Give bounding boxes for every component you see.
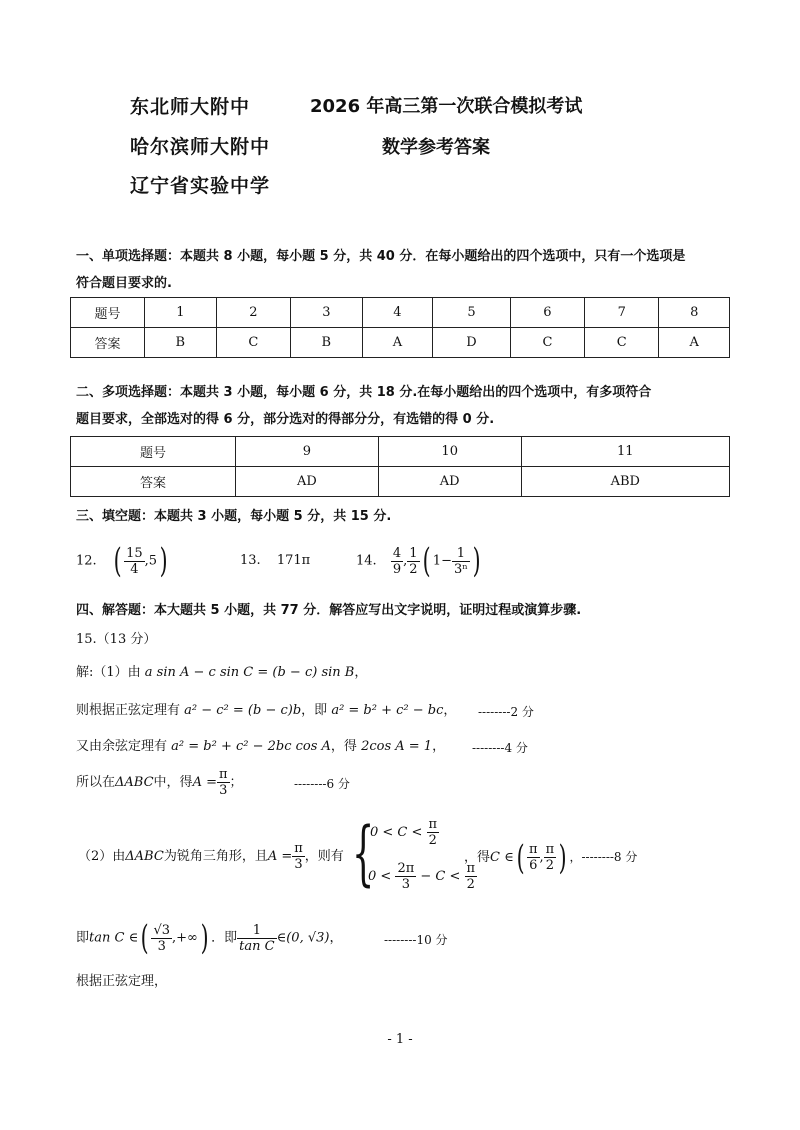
answer-subtitle: 数学参考答案 (382, 137, 490, 158)
text: 则根据正弦定理有 (76, 703, 181, 718)
equation: a sin A − c sin C = (b − c) sin B (144, 665, 355, 680)
table-row (71, 437, 730, 467)
question-number: 6 (510, 298, 584, 328)
equation: a² − c² = (b − c)b (184, 703, 302, 718)
answer-cell: A (659, 328, 730, 358)
row-label: 答案 (71, 467, 236, 497)
equation: C ∈ (490, 850, 514, 865)
solution-line-6 (76, 920, 342, 957)
fill-answer-14: 14. $\frac{4}{9}$ , $\frac{1}{2}$ ( 1− $\frac{1}{\text{3ⁿ}}$ ) (356, 541, 481, 581)
left-paren: ( (113, 541, 122, 581)
section4-heading: 四、解答题：本大题共 5 小题，共 77 分．解答应写出文字说明，证明过程或演算步骤. (76, 603, 582, 618)
answer-cell: C (585, 328, 659, 358)
system-row-1 (370, 816, 439, 850)
right-paren: ) (558, 837, 567, 878)
question-number: 3 (291, 298, 363, 328)
equation: ΔABC (125, 849, 164, 864)
question-number: 10 (378, 437, 521, 467)
answer-cell: C (216, 328, 290, 358)
exam-title: 2026 年高三第一次联合模拟考试 (310, 96, 583, 117)
inner-prefix: 1− (432, 553, 452, 569)
fraction: $\frac{\pi}{6}$ (528, 842, 538, 873)
question-number: 11 (521, 437, 729, 467)
right-paren: ) (472, 541, 481, 581)
section1-heading-line2: 符合题目要求的. (76, 276, 172, 291)
fraction: $\frac{\pi}{3}$ (218, 767, 228, 798)
row-label: 题号 (71, 437, 236, 467)
table-row (71, 298, 730, 328)
answer-value: 171π (276, 553, 311, 568)
fraction: $\frac{4}{9}$ (392, 545, 402, 577)
answer-cell: C (510, 328, 584, 358)
solution-line-5 (78, 840, 344, 874)
fill-answer-13 (240, 551, 310, 571)
equation: A = (192, 775, 217, 790)
fraction: $\frac{1}{\text{3ⁿ}}$ (453, 545, 468, 577)
question-15-title: 15.（13 分） (76, 632, 157, 647)
school-name-3: 辽宁省实验中学 (130, 175, 271, 197)
text: （2）由 (78, 849, 126, 864)
fraction: $\frac{15}{4}$ (126, 545, 143, 577)
equation: a² = b² + c² − bc (331, 703, 444, 718)
text: 中，得 (153, 775, 193, 790)
text: ，得 (330, 739, 357, 754)
section3-heading: 三、填空题：本题共 3 小题，每小题 5 分，共 15 分. (76, 509, 392, 524)
fraction: $\frac{√3}{3}$ (153, 922, 171, 954)
system-row-2 (368, 860, 477, 894)
fraction: $\frac{2\pi}{3}$ (397, 861, 415, 892)
answer-cell: AD (236, 467, 379, 497)
score-mark: --------6 分 (294, 777, 350, 791)
section2-heading-line2: 题目要求，全部选对的得 6 分，部分选对的得部分分，有选错的得 0 分. (76, 412, 495, 427)
item-number: 13. (240, 553, 261, 568)
fraction: $\frac{1}{2}$ (409, 545, 418, 577)
fill-answer-12 (76, 543, 170, 580)
answer-rest: ,5 (144, 553, 158, 569)
question-number: 8 (659, 298, 730, 328)
fraction: $\frac{\pi}{2}$ (466, 861, 476, 892)
solution-line-3 (76, 737, 445, 757)
fraction: $\frac{\pi}{2}$ (428, 817, 438, 848)
answer-cell: D (433, 328, 511, 358)
score-mark: --------4 分 (472, 741, 528, 755)
equation: − C < (420, 869, 461, 884)
score-mark: ，--------8 分 (569, 850, 638, 864)
solution-line-4 (76, 766, 243, 800)
text: ， (443, 703, 457, 718)
system-brace: { (352, 812, 375, 894)
question-number: 9 (236, 437, 379, 467)
text: 解:（1）由 (76, 665, 141, 680)
right-paren: ) (159, 541, 168, 581)
page-number: - 1 - (387, 1032, 413, 1047)
equation: ΔABC (115, 775, 154, 790)
section2-heading-line1: 二、多项选择题：本题共 3 小题，每小题 6 分，共 18 分.在每小题给出的四个选项中，有多项符合 (76, 385, 652, 400)
question-number: 7 (585, 298, 659, 328)
fraction: $\frac{\pi}{3}$ (294, 841, 303, 872)
fraction: $\frac{\pi}{2}$ (545, 842, 555, 873)
answer-cell: AD (378, 467, 521, 497)
text: ，则有 (304, 849, 344, 864)
question-number: 4 (362, 298, 433, 328)
left-paren: ( (422, 541, 431, 581)
fraction: $\frac{1}{\text{tan C}}$ (239, 922, 275, 954)
row-label: 题号 (71, 298, 145, 328)
question-number: 5 (433, 298, 511, 328)
answer-cell: B (291, 328, 363, 358)
row-label: 答案 (71, 328, 145, 358)
school-name-2: 哈尔滨师大附中 (130, 136, 271, 158)
multiple-choice-answer-table (70, 436, 730, 497)
text: ， (432, 739, 446, 754)
text: 即 (76, 930, 90, 946)
text: 所以在 (76, 775, 116, 790)
text: ，得 (464, 850, 491, 865)
table-row (71, 467, 730, 497)
right-paren: ) (200, 918, 209, 958)
solution-line-1 (76, 663, 367, 683)
text: ，即 (301, 703, 328, 718)
table-row (71, 328, 730, 358)
equation: 0 < C < (370, 825, 423, 840)
item-number: 14. (356, 553, 377, 569)
school-name-1: 东北师大附中 (130, 96, 251, 118)
left-paren: ( (516, 837, 525, 878)
equation: tan C ∈ (89, 930, 139, 946)
text: ； (229, 775, 243, 790)
solution-line-5-result: ，得C ∈( $\frac{\pi}{6}$ , $\frac{\pi}{2}$ ) ，--------8 分 (464, 837, 638, 878)
score-mark: --------10 分 (384, 933, 448, 947)
text: ∈ (276, 930, 287, 946)
answer-cell: A (362, 328, 433, 358)
equation: 0 < (368, 869, 392, 884)
equation: a² = b² + c² − 2bc cos A (171, 739, 331, 754)
left-paren: ( (140, 918, 149, 958)
solution-line-2 (76, 701, 456, 721)
question-number: 2 (216, 298, 290, 328)
equation: A = (267, 849, 293, 864)
equation: 2cos A = 1 (361, 739, 433, 754)
text: ， (329, 930, 343, 946)
text: 又由余弦定理有 (76, 739, 168, 754)
text: ．即 (211, 930, 238, 946)
single-choice-answer-table (70, 297, 730, 358)
text: ,+∞ (172, 930, 198, 946)
item-number: 12. (76, 553, 97, 569)
answer-cell: B (145, 328, 217, 358)
solution-line-7: 根据正弦定理， (76, 974, 168, 989)
answer-cell: ABD (521, 467, 729, 497)
text: ， (354, 665, 368, 680)
equation: (0, √3) (286, 930, 330, 946)
text: 为锐角三角形，且 (163, 849, 268, 864)
question-number: 1 (145, 298, 217, 328)
score-mark: --------2 分 (478, 705, 534, 719)
section1-heading-line1: 一、单项选择题：本题共 8 小题，每小题 5 分，共 40 分．在每小题给出的四个选项中，只有一个选项是 (76, 249, 686, 264)
